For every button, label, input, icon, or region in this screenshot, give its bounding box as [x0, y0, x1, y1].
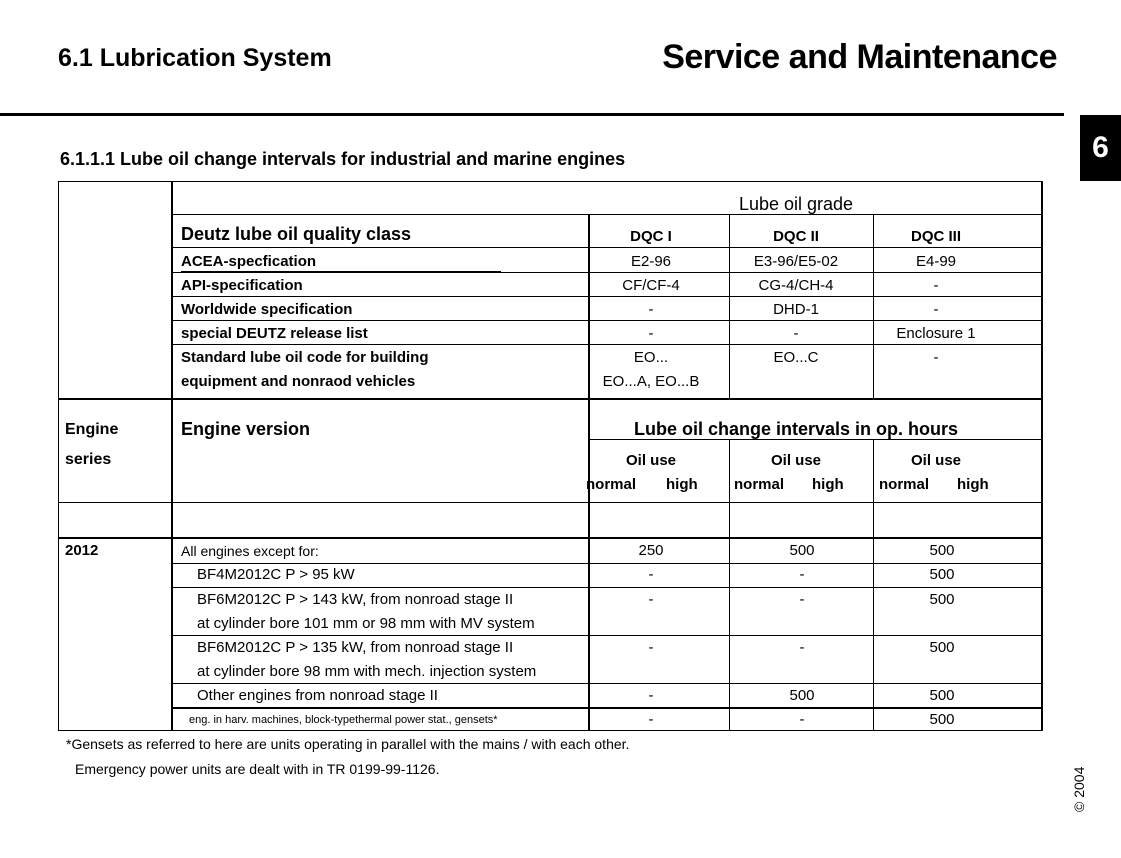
table-border-left — [58, 181, 59, 731]
usage-normal: normal — [734, 476, 785, 493]
spec-value: - — [648, 301, 654, 318]
table-border-bottom — [58, 730, 1042, 731]
spec-value: Enclosure 1 — [896, 325, 976, 342]
row-divider — [171, 683, 1042, 684]
row-divider — [171, 707, 1042, 709]
spec-value: - — [793, 325, 799, 342]
acea-underline — [181, 271, 501, 272]
section-label: 6.1 Lubrication System — [58, 44, 332, 72]
footnote: Emergency power units are dealt with in TR 0199-99-1126. — [75, 761, 440, 777]
grade-dqc1: DQC I — [630, 228, 672, 245]
row-divider — [171, 247, 1042, 248]
oil-use-label: Oil use — [625, 452, 677, 469]
spec-label: ACEA-specfication — [181, 253, 317, 270]
quality-class-label: Deutz lube oil quality class — [181, 224, 412, 244]
row-divider — [171, 214, 1042, 215]
row-divider — [171, 587, 1042, 588]
table-border-right — [1041, 181, 1043, 731]
spec-value-continued: EO...A, EO...B — [602, 373, 700, 390]
engine-version-label: Engine version — [181, 419, 311, 439]
spec-value: E4-99 — [915, 253, 957, 270]
row-divider — [171, 563, 1042, 564]
col-divider — [729, 439, 730, 731]
interval-value: - — [799, 711, 805, 728]
grade-dqc3: DQC III — [910, 228, 962, 245]
interval-value: - — [648, 566, 654, 583]
interval-value: 250 — [638, 542, 664, 559]
col-divider — [588, 214, 590, 731]
row-divider — [58, 502, 1042, 503]
interval-value: - — [799, 566, 805, 583]
engine-version-continued: at cylinder bore 98 mm with mech. injection system — [197, 663, 537, 680]
spec-label: Standard lube oil code for building — [181, 349, 429, 366]
row-divider — [171, 296, 1042, 297]
col-divider — [729, 214, 730, 399]
intervals-header: Lube oil change intervals in op. hours — [633, 419, 959, 439]
interval-value: 500 — [789, 687, 815, 704]
spec-label: special DEUTZ release list — [181, 325, 368, 342]
row-divider — [58, 537, 1042, 539]
interval-value: 500 — [789, 542, 815, 559]
row-divider — [171, 320, 1042, 321]
spec-label: API-specification — [181, 277, 303, 294]
table-border-top — [58, 181, 1042, 182]
spec-value: CF/CF-4 — [622, 277, 680, 294]
usage-high: high — [666, 476, 698, 493]
engine-version: BF6M2012C P > 143 kW, from nonroad stage II — [197, 591, 514, 608]
interval-value: - — [648, 687, 654, 704]
usage-normal: normal — [586, 476, 637, 493]
spec-label-continued: equipment and nonraod vehicles — [181, 373, 416, 390]
interval-value: - — [799, 639, 805, 656]
lube-oil-interval-table — [58, 181, 1042, 731]
interval-value: 500 — [929, 711, 955, 728]
interval-value: 500 — [929, 566, 955, 583]
subsection-title: 6.1.1.1 Lube oil change intervals for industrial and marine engines — [60, 149, 626, 169]
spec-value: DHD-1 — [773, 301, 819, 318]
interval-value: - — [648, 711, 654, 728]
row-divider — [171, 635, 1042, 636]
header-rule — [0, 113, 1064, 116]
spec-label: Worldwide specification — [181, 301, 353, 318]
spec-value: - — [933, 349, 939, 366]
col-divider — [873, 439, 874, 731]
lube-oil-grade-header: Lube oil grade — [738, 194, 854, 214]
usage-high: high — [957, 476, 989, 493]
grade-dqc2: DQC II — [773, 228, 819, 245]
spec-value: CG-4/CH-4 — [758, 277, 834, 294]
engine-version: All engines except for: — [181, 543, 319, 559]
interval-value: 500 — [929, 687, 955, 704]
interval-value: 500 — [929, 591, 955, 608]
interval-value: - — [648, 639, 654, 656]
chapter-tab: 6 — [1080, 115, 1121, 181]
spec-value: - — [933, 301, 939, 318]
page-title: Service and Maintenance — [662, 38, 1057, 76]
spec-value: E3-96/E5-02 — [753, 253, 839, 270]
row-divider — [171, 272, 1042, 273]
oil-use-label: Oil use — [910, 452, 962, 469]
spec-value: E2-96 — [630, 253, 672, 270]
row-divider — [171, 344, 1042, 345]
spec-value: - — [648, 325, 654, 342]
spec-value: - — [933, 277, 939, 294]
col-divider — [171, 181, 173, 731]
engine-version-continued: at cylinder bore 101 mm or 98 mm with MV system — [197, 615, 535, 632]
engine-version: BF6M2012C P > 135 kW, from nonroad stage II — [197, 639, 514, 656]
engine-version: Other engines from nonroad stage II — [197, 687, 438, 704]
interval-value: 500 — [929, 639, 955, 656]
interval-value: - — [648, 591, 654, 608]
oil-use-label: Oil use — [770, 452, 822, 469]
engine-version: eng. in harv. machines, block-typethermal power stat., gensets* — [189, 714, 498, 726]
engine-series: 2012 — [65, 542, 99, 559]
footnote: *Gensets as referred to here are units operating in parallel with the mains / with each other. — [66, 736, 630, 752]
row-divider — [58, 398, 1042, 400]
engine-label: Engine — [65, 421, 119, 438]
engine-version: BF4M2012C P > 95 kW — [197, 566, 355, 583]
interval-value: 500 — [929, 542, 955, 559]
copyright: © 2004 — [1071, 766, 1087, 812]
interval-value: - — [799, 591, 805, 608]
spec-value: EO...C — [773, 349, 819, 366]
usage-high: high — [812, 476, 844, 493]
spec-value: EO... — [633, 349, 669, 366]
col-divider — [873, 214, 874, 399]
usage-normal: normal — [879, 476, 930, 493]
series-label: series — [65, 451, 112, 468]
